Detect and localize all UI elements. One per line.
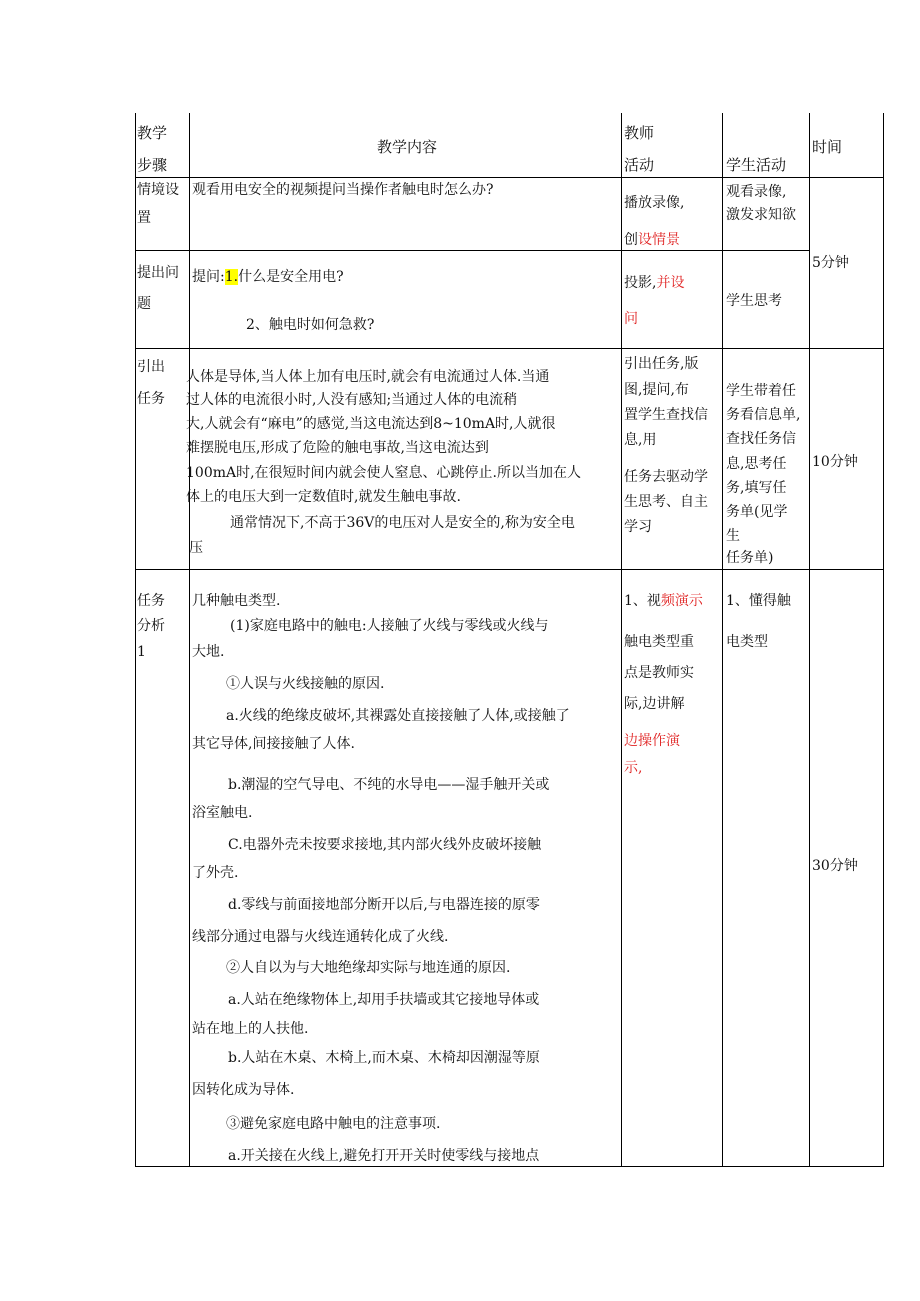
row1-step-line1: 情境设 xyxy=(137,182,179,198)
row2-step-line1: 提出问 xyxy=(137,265,179,281)
row1-student-line1: 观看录像, xyxy=(726,184,787,200)
border-col2 xyxy=(189,113,190,1167)
time-5min: 5分钟 xyxy=(812,255,849,271)
row2-step-line2: 题 xyxy=(137,296,151,312)
row4-step-line1: 任务 xyxy=(137,593,165,609)
header-step-line1: 教学 xyxy=(137,124,168,142)
header-teacher-line2: 活动 xyxy=(624,156,655,174)
border-col4 xyxy=(722,113,723,1167)
row4-content-line: a.火线的绝缘皮破坏,其裸露处直接接触了人体,或接触了 xyxy=(226,708,570,724)
row4-content-line: ①人误与火线接触的原因. xyxy=(226,676,385,692)
row3-teacher-line: 图,提问,布 xyxy=(624,382,689,398)
border-row1-bottom xyxy=(135,250,810,251)
row1-teacher-red: 设情景 xyxy=(638,232,680,248)
border-row3-bottom xyxy=(135,569,884,570)
row3-teacher-line: 息,用 xyxy=(624,432,657,448)
row3-content-line: 通常情况下,不高于36V的电压对人是安全的,称为安全电 xyxy=(230,515,575,531)
row4-step-line3: 1 xyxy=(137,644,146,660)
row4-teacher-line2: 触电类型重 xyxy=(624,634,694,650)
header-step-line2: 步骤 xyxy=(137,156,168,174)
row4-content-line: ③避免家庭电路中触电的注意事项. xyxy=(226,1116,441,1132)
row2-question1 xyxy=(192,270,344,284)
row4-content-line: 几种触电类型. xyxy=(192,593,281,609)
row4-content-line: (1)家庭电路中的触电:人接触了火线与零线或火线与 xyxy=(230,618,549,634)
row4-content-line: a.开关接在火线上,避免打开开关时使零线与接地点 xyxy=(228,1148,540,1164)
row3-student-line: 生 xyxy=(726,528,740,544)
row3-student-line: 务,填写任 xyxy=(726,480,787,496)
row4-teacher-prefix: 1、视 xyxy=(624,593,661,609)
row4-teacher-line4: 际,边讲解 xyxy=(624,696,685,712)
border-header-bottom xyxy=(135,177,884,178)
row2-teacher-line1 xyxy=(624,276,684,290)
row3-teacher-line: 置学生查找信 xyxy=(624,407,708,423)
row3-content-line: 人体是导体,当人体上加有电压时,就会有电流通过人体.当通 xyxy=(186,369,550,385)
row4-step-line2: 分析 xyxy=(137,618,165,634)
row4-teacher-line6: 示, xyxy=(624,760,643,776)
row4-content-line: 浴室触电. xyxy=(192,805,253,821)
row2-prefix: 提问: xyxy=(192,269,225,285)
row2-student: 学生思考 xyxy=(726,293,782,309)
border-row2-bottom xyxy=(135,348,884,349)
row3-student-line: 查找任务信 xyxy=(726,431,796,447)
row4-content-line: 站在地上的人扶他. xyxy=(192,1021,309,1037)
row4-content-line: 线部分通过电器与火线连通转化成了火线. xyxy=(192,929,449,945)
border-col5 xyxy=(809,113,810,1167)
border-col3 xyxy=(621,113,622,1167)
border-bottom xyxy=(135,1166,884,1167)
row4-content-line: a.人站在绝缘物体上,却用手扶墙或其它接地导体或 xyxy=(228,992,540,1008)
row3-teacher-line: 生思考、自主 xyxy=(624,494,708,510)
header-content: 教学内容 xyxy=(377,138,438,156)
row2-num: 1. xyxy=(224,269,239,285)
row3-content-line: 难摆脱电压,形成了危险的触电事故,当这电流达到 xyxy=(186,440,489,456)
header-student: 学生活动 xyxy=(726,156,787,174)
row2-q1: 什么是安全用电? xyxy=(238,269,344,285)
row2-teacher-red1: 并设 xyxy=(656,275,685,291)
row4-content-line: b.人站在木桌、木椅上,而木桌、木椅却因潮湿等原 xyxy=(228,1050,540,1066)
row2-question2: 2、触电时如何急救? xyxy=(246,317,375,333)
row3-step-line1: 引出 xyxy=(137,359,165,375)
row2-teacher-line2: 问 xyxy=(624,311,638,327)
row3-student-line: 任务单) xyxy=(726,550,774,566)
row1-content: 观看用电安全的视频提问当操作者触电时怎么办? xyxy=(192,182,494,198)
row3-teacher-line: 引出任务,版 xyxy=(624,356,699,372)
row1-teacher-prefix: 创 xyxy=(624,232,638,248)
row3-content-line: 大,人就会有“麻电”的感觉,当这电流达到8~10mA时,人就很 xyxy=(186,416,556,432)
row4-content-line: 了外壳. xyxy=(192,865,239,881)
row4-content-line: C.电器外壳未按要求接地,其内部火线外皮破坏接触 xyxy=(228,837,542,853)
row3-step-line2: 任务 xyxy=(137,391,165,407)
row3-student-line: 学生带着任 xyxy=(726,383,796,399)
row3-content-line: 体上的电压大到一定数值时,就发生触电事故. xyxy=(186,489,461,505)
row4-teacher-line3: 点是教师实 xyxy=(624,665,694,681)
row4-teacher-red1: 频演示 xyxy=(660,593,703,609)
border-right xyxy=(883,113,884,1167)
row3-content-line: 压 xyxy=(189,540,203,556)
time-30min: 30分钟 xyxy=(812,858,858,874)
row3-student-line: 务看信息单, xyxy=(726,407,801,423)
time-10min: 10分钟 xyxy=(812,454,858,470)
header-teacher-line1: 教师 xyxy=(624,124,655,142)
row3-teacher-line: 任务去驱动学 xyxy=(624,469,708,485)
row3-student-line: 务单(见学 xyxy=(726,504,788,520)
header-time: 时间 xyxy=(812,138,843,156)
row4-teacher-line5: 边操作演 xyxy=(624,733,680,749)
row3-content-line: 过人体的电流很小时,人没有感知;当通过人体的电流稍 xyxy=(186,392,518,408)
row4-content-line: b.潮湿的空气导电、不纯的水导电——湿手触开关或 xyxy=(228,777,550,793)
row4-content-line: d.零线与前面接地部分断开以后,与电器连接的原零 xyxy=(228,897,540,913)
row4-content-line: 其它导体,间接接触了人体. xyxy=(192,736,355,752)
row4-teacher-line1 xyxy=(624,594,703,608)
row1-student-line2: 激发求知欲 xyxy=(726,207,796,223)
row2-teacher-prefix: 投影, xyxy=(624,275,657,291)
row4-content-line: 因转化成为导体. xyxy=(192,1082,295,1098)
row4-content-line: 大地. xyxy=(192,644,225,660)
row1-step-line2: 置 xyxy=(137,210,151,226)
row4-student-line2: 电类型 xyxy=(726,634,768,650)
row3-student-line: 息,思考任 xyxy=(726,456,787,472)
row3-content-line: 100mA时,在很短时间内就会使人窒息、心跳停止.所以当加在人 xyxy=(186,465,582,481)
row1-teacher-line1: 播放录像, xyxy=(624,195,685,211)
border-left xyxy=(135,113,136,1167)
row3-teacher-line: 学习 xyxy=(624,519,652,535)
row4-student-line1: 1、懂得触 xyxy=(726,593,791,609)
row1-teacher-line2 xyxy=(624,233,680,247)
row4-content-line: ②人自以为与大地绝缘却实际与地连通的原因. xyxy=(226,960,511,976)
